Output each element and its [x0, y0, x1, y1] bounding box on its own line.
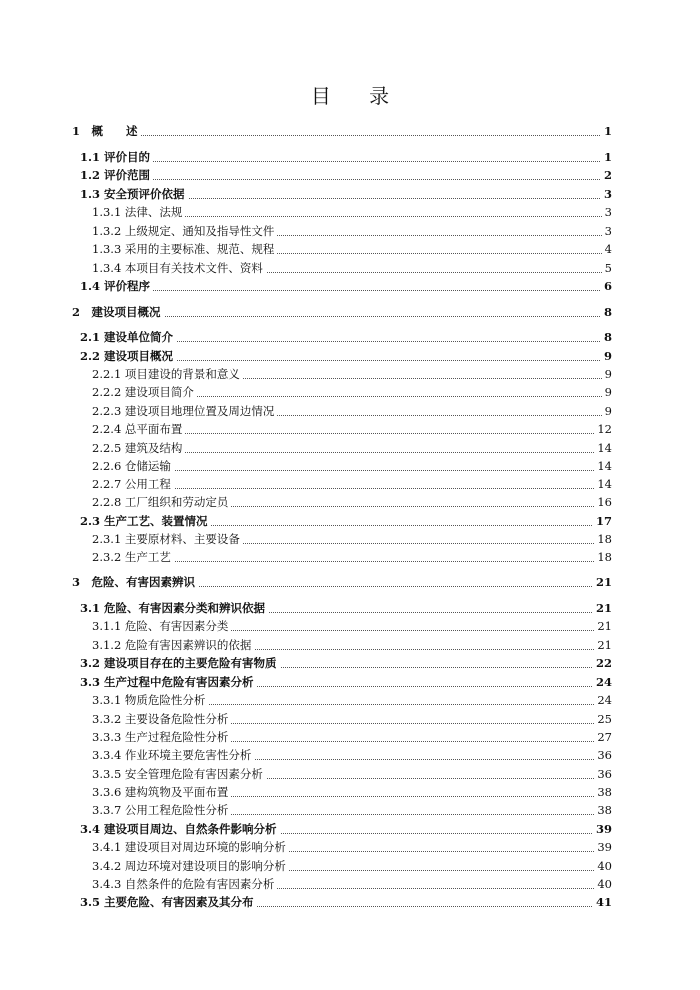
toc-entry-label: 3.3.4 作业环境主要危害性分析	[92, 746, 254, 764]
toc-entry-page-number: 14	[594, 457, 612, 475]
toc-entry[interactable]	[0, 573, 700, 591]
toc-entry-page-number: 6	[601, 277, 612, 295]
toc-entry-page-number: 21	[594, 636, 612, 654]
toc-entry-label: 2.2.4 总平面布置	[92, 420, 185, 438]
toc-entry-label: 2.3.1 主要原材料、主要设备	[92, 530, 243, 548]
toc-entry-label: 2.2.7 公用工程	[92, 475, 174, 493]
page-title: 目 录	[310, 84, 406, 108]
toc-entry-label: 2.2.5 建筑及结构	[92, 439, 185, 457]
toc-entry-page-number: 1	[601, 122, 612, 140]
toc-entry-label: 3.4.3 自然条件的危险有害因素分析	[92, 875, 277, 893]
toc-entry-label: 2.1 建设单位简介	[80, 328, 176, 346]
toc-entry-label: 3.3.6 建构筑物及平面布置	[92, 783, 231, 801]
toc-entry[interactable]	[0, 893, 700, 911]
toc-entry-page-number: 40	[594, 875, 612, 893]
toc-entry-page-number: 24	[593, 673, 612, 691]
toc-leader-dots	[120, 434, 608, 453]
toc-entry[interactable]	[0, 122, 700, 140]
toc-entry-page-number: 36	[594, 765, 612, 783]
toc-entry-label: 1.3.2 上级规定、通知及指导性文件	[92, 222, 277, 240]
toc-entry-page-number: 27	[594, 728, 612, 746]
toc-entry-label: 3.3.5 安全管理危险有害因素分析	[92, 765, 266, 783]
toc-entry-label: 2.3.2 生产工艺	[92, 548, 174, 566]
toc-leader-dots	[100, 272, 608, 291]
toc-entry-page-number: 12	[594, 420, 612, 438]
toc-entry-page-number: 36	[594, 746, 612, 764]
toc-entry-page-number: 39	[594, 838, 612, 856]
toc-entry-label: 3.1 危险、有害因素分类和辨识依据	[80, 599, 268, 617]
toc-entry-label: 2.2.1 项目建设的背景和意义	[92, 365, 243, 383]
toc-entry-label: 3.1.2 危险有害因素辨识的依据	[92, 636, 254, 654]
toc-entry-label: 3.3.7 公用工程危险性分析	[92, 801, 231, 819]
toc-leader-dots	[100, 323, 608, 342]
toc-entry-label: 2.2.2 建设项目简介	[92, 383, 197, 401]
toc-entry-page-number: 41	[593, 893, 612, 911]
toc-entry-page-number: 9	[602, 365, 612, 383]
toc-entry-page-number: 14	[594, 439, 612, 457]
toc-entry-label: 3.5 主要危险、有害因素及其分布	[80, 893, 257, 911]
toc-entry-label: 3.3.3 生产过程危险性分析	[92, 728, 231, 746]
toc-entry[interactable]	[0, 548, 700, 566]
toc-entry-page-number: 3	[601, 185, 612, 203]
toc-entry-page-number: 9	[602, 383, 612, 401]
toc-entry-page-number: 1	[601, 148, 612, 166]
toc-entry-label: 2.3 生产工艺、装置情况	[80, 512, 211, 530]
toc-entry-page-number: 4	[602, 240, 612, 258]
toc-entry-page-number: 40	[594, 857, 612, 875]
toc-entry-page-number: 2	[601, 166, 612, 184]
toc-entry-page-number: 3	[602, 203, 612, 221]
toc-entry-label: 1.3.4 本项目有关技术文件、资料	[92, 259, 266, 277]
toc-entry[interactable]	[0, 277, 700, 295]
toc-entry-page-number: 24	[594, 691, 612, 709]
toc-entry-page-number: 8	[601, 303, 612, 321]
toc-entry-label: 3.3.1 物质危险性分析	[92, 691, 208, 709]
toc-entry-page-number: 38	[594, 783, 612, 801]
toc-leader-dots	[120, 198, 608, 217]
toc-leader-dots	[120, 452, 608, 471]
toc-entry-page-number: 5	[602, 259, 612, 277]
toc-entry-label: 3.3.2 主要设备危险性分析	[92, 710, 231, 728]
toc-entry-label: 2 建设项目概况	[72, 303, 164, 321]
toc-leader-dots	[120, 543, 608, 562]
toc-entry-page-number: 17	[593, 512, 612, 530]
toc-entry-page-number: 38	[594, 801, 612, 819]
toc-leader-dots	[100, 161, 608, 180]
toc-entry-page-number: 21	[593, 573, 612, 591]
toc-entry-label: 2.2.3 建设项目地理位置及周边情况	[92, 402, 277, 420]
toc-entry-label: 3.4 建设项目周边、自然条件影响分析	[80, 820, 280, 838]
toc-entry-page-number: 22	[593, 654, 612, 672]
toc-entry-page-number: 9	[601, 347, 612, 365]
toc-entry-page-number: 21	[594, 617, 612, 635]
toc-entry[interactable]	[0, 303, 700, 321]
toc-leader-dots	[100, 143, 608, 162]
toc-entry-page-number: 3	[602, 222, 612, 240]
toc-entry-page-number: 9	[602, 402, 612, 420]
toc-entry-label: 3.2 建设项目存在的主要危险有害物质	[80, 654, 280, 672]
toc-leader-dots	[100, 117, 608, 136]
toc-entry-label: 1.2 评价范围	[80, 166, 153, 184]
toc-leader-dots	[100, 298, 608, 317]
toc-entry-label: 2.2.6 仓储运输	[92, 457, 174, 475]
toc-entry-page-number: 18	[594, 530, 612, 548]
toc-leader-dots	[100, 342, 608, 361]
toc-entry-label: 1.1 评价目的	[80, 148, 153, 166]
toc-leader-dots	[120, 415, 608, 434]
toc-entry-label: 3.1.1 危险、有害因素分类	[92, 617, 231, 635]
toc-entry-page-number: 8	[601, 328, 612, 346]
toc-entry-label: 1 概 述	[72, 122, 141, 140]
toc-entry-label: 2.2.8 工厂组织和劳动定员	[92, 493, 231, 511]
toc-entry-page-number: 25	[594, 710, 612, 728]
toc-entry-page-number: 14	[594, 475, 612, 493]
toc-entry-label: 3 危险、有害因素辨识	[72, 573, 198, 591]
toc-entry-page-number: 21	[593, 599, 612, 617]
toc-entry-label: 1.4 评价程序	[80, 277, 153, 295]
toc-entry-label: 3.4.2 周边环境对建设项目的影响分析	[92, 857, 289, 875]
toc-entry-page-number: 39	[593, 820, 612, 838]
toc-entry-page-number: 18	[594, 548, 612, 566]
toc-entry-label: 3.4.1 建设项目对周边环境的影响分析	[92, 838, 289, 856]
toc-entry-label: 3.3 生产过程中危险有害因素分析	[80, 673, 257, 691]
toc-entry-page-number: 16	[594, 493, 612, 511]
toc-entry-label: 1.3.1 法律、法规	[92, 203, 185, 221]
toc-entry-label: 2.2 建设项目概况	[80, 347, 176, 365]
toc-entry-label: 1.3.3 采用的主要标准、规范、规程	[92, 240, 277, 258]
toc-leader-dots	[120, 470, 608, 489]
toc-entry-label: 1.3 安全预评价依据	[80, 185, 188, 203]
